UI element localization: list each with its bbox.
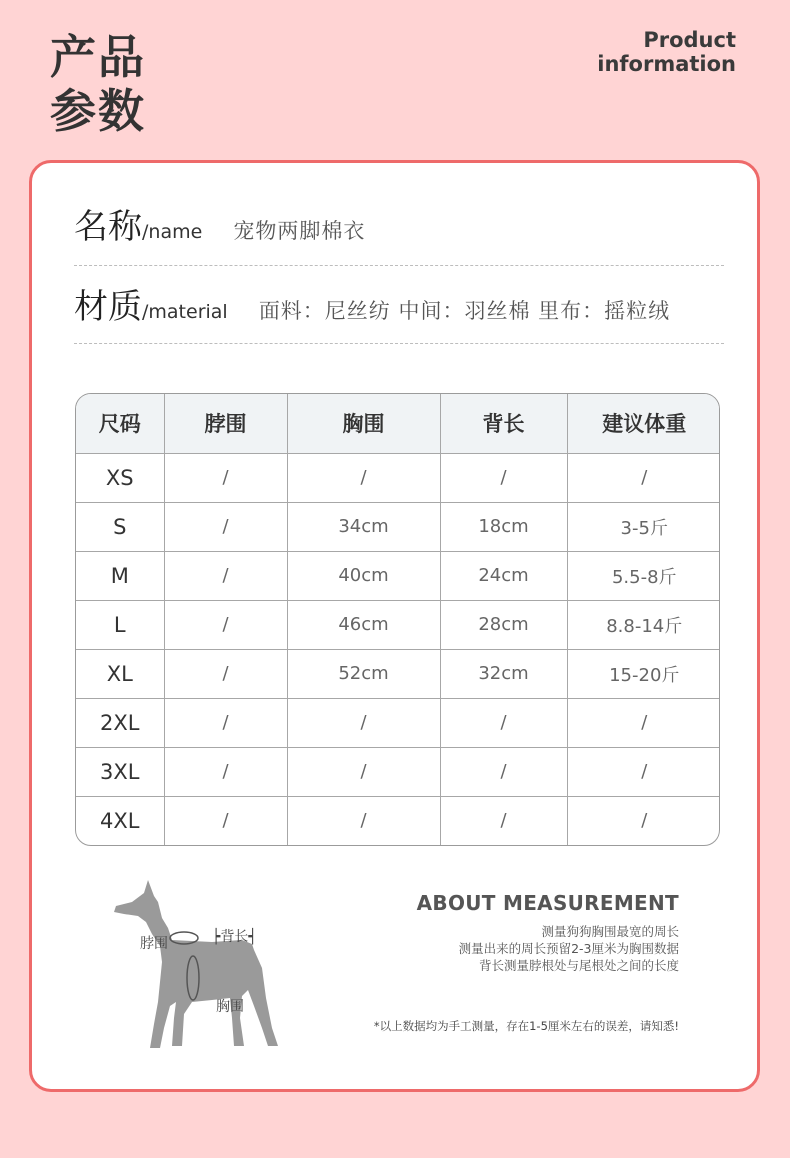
product-info-card xyxy=(29,160,760,1092)
cell-chest: / xyxy=(287,698,440,747)
title-line-1: 产品 xyxy=(50,30,146,84)
cell-chest: / xyxy=(287,747,440,796)
table-header-row xyxy=(76,394,720,453)
cell-neck: / xyxy=(164,698,287,747)
material-value: 面料：尼丝纺 中间：羽丝棉 里布：摇粒绒 xyxy=(258,299,671,323)
cell-weight: / xyxy=(641,810,648,832)
cell-neck: / xyxy=(164,502,287,551)
material-label: 材质 xyxy=(74,287,142,327)
table-row xyxy=(76,649,720,698)
page-title-en xyxy=(597,28,736,76)
cell-chest: / xyxy=(287,453,440,502)
header-weight: 建议体重 xyxy=(567,394,720,453)
measurement-line-3: 背长测量脖根处与尾根处之间的长度 xyxy=(478,958,679,973)
cell-weight: / xyxy=(567,453,720,502)
cell-back: 24cm xyxy=(440,551,567,600)
back-length-label: ┝背长┥ xyxy=(212,929,257,945)
measurement-line-1: 测量狗狗胸围最宽的周长 xyxy=(541,924,679,939)
cell-weight: / xyxy=(567,698,720,747)
header-neck: 脖围 xyxy=(164,394,287,453)
cell-neck: / xyxy=(164,747,287,796)
size-table xyxy=(75,393,720,846)
name-value: 宠物两脚棉衣 xyxy=(233,219,366,243)
header-chest: 胸围 xyxy=(287,394,440,453)
cell-chest: / xyxy=(287,796,440,845)
table-row xyxy=(76,502,720,551)
cell-weight: 3-5斤 xyxy=(567,502,720,551)
measurement-note: *以上数据均为手工测量，存在1-5厘米左右的误差，请知悉! xyxy=(373,1019,679,1033)
cell-weight: 8.8-14斤 xyxy=(567,600,720,649)
cell-back: 28cm xyxy=(440,600,567,649)
cell-size: M xyxy=(76,551,164,600)
name-row xyxy=(74,199,724,266)
cell-neck: / xyxy=(164,649,287,698)
cell-neck: / xyxy=(164,453,287,502)
cell-back: / xyxy=(440,698,567,747)
header-back: 背长 xyxy=(440,394,567,453)
cell-back: 18cm xyxy=(440,502,567,551)
material-label-en: /material xyxy=(142,301,228,323)
cell-back: / xyxy=(440,796,567,845)
name-label: 名称 xyxy=(74,207,142,247)
cell-weight: / xyxy=(567,747,720,796)
dog-silhouette-icon xyxy=(102,878,302,1053)
table-row xyxy=(76,796,720,845)
cell-back: / xyxy=(440,453,567,502)
cell-size: XS xyxy=(76,453,164,502)
header-size: 尺码 xyxy=(76,394,164,453)
cell-weight: 5.5-8斤 xyxy=(567,551,720,600)
cell-size: S xyxy=(76,502,164,551)
cell-size: L xyxy=(76,600,164,649)
cell-chest: 40cm xyxy=(287,551,440,600)
cell-size: XL xyxy=(76,649,164,698)
page-title xyxy=(50,30,146,138)
table-row xyxy=(76,698,720,747)
title-en-line-1: Product xyxy=(643,28,736,52)
material-row xyxy=(74,279,724,344)
cell-neck: / xyxy=(164,796,287,845)
table-row xyxy=(76,453,720,502)
measurement-section xyxy=(417,891,679,974)
chest-label: 胸围 xyxy=(216,999,244,1015)
table-row xyxy=(76,551,720,600)
table-row xyxy=(76,600,720,649)
cell-size: 2XL xyxy=(76,698,164,747)
cell-size: 3XL xyxy=(76,747,164,796)
name-label-en: /name xyxy=(142,221,203,243)
measurement-line-2: 测量出来的周长预留2-3厘米为胸围数据 xyxy=(458,941,679,956)
title-line-2: 参数 xyxy=(50,84,146,138)
neck-label: 脖围 xyxy=(140,936,168,952)
table-row xyxy=(76,747,720,796)
cell-back: / xyxy=(440,747,567,796)
cell-back: 32cm xyxy=(440,649,567,698)
back-label-text: 背长 xyxy=(220,929,249,945)
measurement-heading: ABOUT MEASUREMENT xyxy=(416,891,679,915)
title-en-line-2: information xyxy=(597,52,736,76)
cell-neck: / xyxy=(164,600,287,649)
cell-size: 4XL xyxy=(76,796,164,845)
cell-chest: 34cm xyxy=(287,502,440,551)
cell-chest: 52cm xyxy=(287,649,440,698)
cell-weight: 15-20斤 xyxy=(567,649,720,698)
cell-neck: / xyxy=(164,551,287,600)
dog-diagram xyxy=(102,878,302,1053)
cell-chest: 46cm xyxy=(287,600,440,649)
